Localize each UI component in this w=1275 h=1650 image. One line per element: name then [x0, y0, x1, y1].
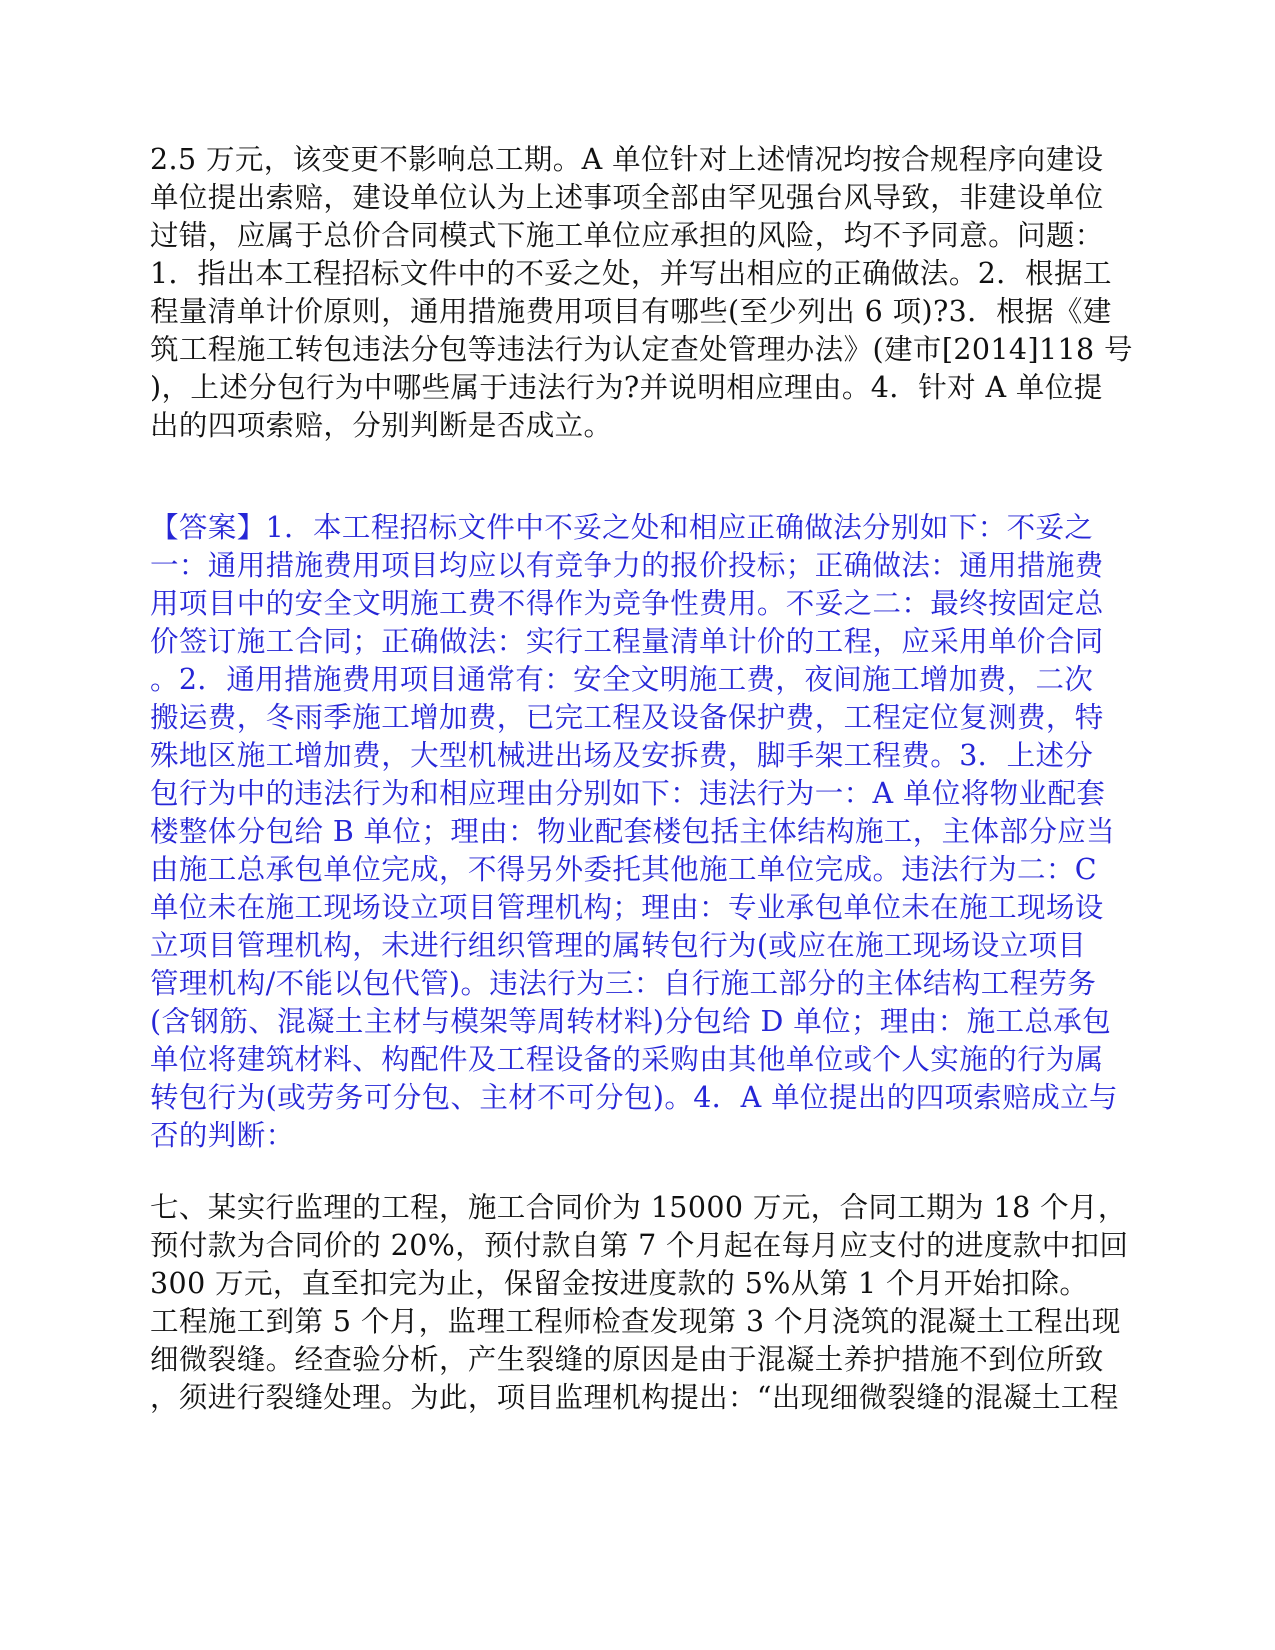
answer-line: 由施工总承包单位完成，不得另外委托其他施工单位完成。违法行为二：C	[150, 853, 1098, 886]
question-line: 出的四项索赔，分别判断是否成立。	[150, 409, 613, 442]
answer-line: 用项目中的安全文明施工费不得作为竞争性费用。不妥之二：最终按固定总	[150, 587, 1104, 620]
answer-line: 包行为中的违法行为和相应理由分别如下：违法行为一：A 单位将物业配套	[150, 777, 1106, 810]
question-line: 筑工程施工转包违法分包等违法行为认定查处管理办法》(建市[2014]118 号	[150, 333, 1133, 366]
answer-line: 楼整体分包给 B 单位；理由：物业配套楼包括主体结构施工，主体部分应当	[150, 815, 1116, 848]
section7-line: 300 万元，直至扣完为止，保留金按进度款的 5%从第 1 个月开始扣除。	[150, 1267, 1089, 1300]
answer-line: 。2．通用措施费用项目通常有：安全文明施工费，夜间施工增加费，二次	[150, 663, 1094, 696]
section7-line: ，须进行裂缝处理。为此，项目监理机构提出：“出现细微裂缝的混凝土工程	[150, 1381, 1119, 1414]
answer-line: 单位将建筑材料、构配件及工程设备的采购由其他单位或个人实施的行为属	[150, 1043, 1104, 1076]
answer-line: 一：通用措施费用项目均应以有竞争力的报价投标；正确做法：通用措施费	[150, 549, 1104, 582]
question-line: 程量清单计价原则，通用措施费用项目有哪些(至少列出 6 项)?3．根据《建	[150, 295, 1112, 328]
answer-line: 【答案】1．本工程招标文件中不妥之处和相应正确做法分别如下：不妥之	[150, 511, 1094, 544]
answer-line: 单位未在施工现场设立项目管理机构；理由：专业承包单位未在施工现场设	[150, 891, 1104, 924]
answer-line: 价签订施工合同；正确做法：实行工程量清单计价的工程，应采用单价合同	[150, 625, 1104, 658]
section7-line: 预付款为合同价的 20%，预付款自第 7 个月起在每月应支付的进度款中扣回	[150, 1229, 1129, 1262]
section7-line: 七、某实行监理的工程，施工合同价为 15000 万元，合同工期为 18 个月，	[150, 1191, 1127, 1224]
answer-line: 否的判断：	[150, 1119, 295, 1152]
answer-line: 转包行为(或劳务可分包、主材不可分包)。4．A 单位提出的四项索赔成立与	[150, 1081, 1118, 1114]
answer-line: 殊地区施工增加费，大型机械进出场及安拆费，脚手架工程费。3．上述分	[150, 739, 1094, 772]
question-line: 过错，应属于总价合同模式下施工单位应承担的风险，均不予同意。问题：	[150, 219, 1104, 252]
section7-line: 细微裂缝。经查验分析，产生裂缝的原因是由于混凝土养护措施不到位所致	[150, 1343, 1104, 1376]
question-line: 单位提出索赔，建设单位认为上述事项全部由罕见强台风导致，非建设单位	[150, 181, 1104, 214]
question-line: )，上述分包行为中哪些属于违法行为?并说明相应理由。4．针对 A 单位提	[150, 371, 1103, 404]
section7-line: 工程施工到第 5 个月，监理工程师检查发现第 3 个月浇筑的混凝土工程出现	[150, 1305, 1121, 1338]
answer-line: (含钢筋、混凝土主材与模架等周转材料)分包给 D 单位；理由：施工总承包	[150, 1005, 1112, 1038]
question-line: 2.5 万元，该变更不影响总工期。A 单位针对上述情况均按合规程序向建设	[150, 143, 1104, 176]
question-line: 1．指出本工程招标文件中的不妥之处，并写出相应的正确做法。2．根据工	[150, 257, 1112, 290]
answer-line: 立项目管理机构，未进行组织管理的属转包行为(或应在施工现场设立项目	[150, 929, 1087, 962]
answer-line: 搬运费，冬雨季施工增加费，已完工程及设备保护费，工程定位复测费，特	[150, 701, 1104, 734]
answer-line: 管理机构/不能以包代管)。违法行为三：自行施工部分的主体结构工程劳务	[150, 967, 1097, 1000]
